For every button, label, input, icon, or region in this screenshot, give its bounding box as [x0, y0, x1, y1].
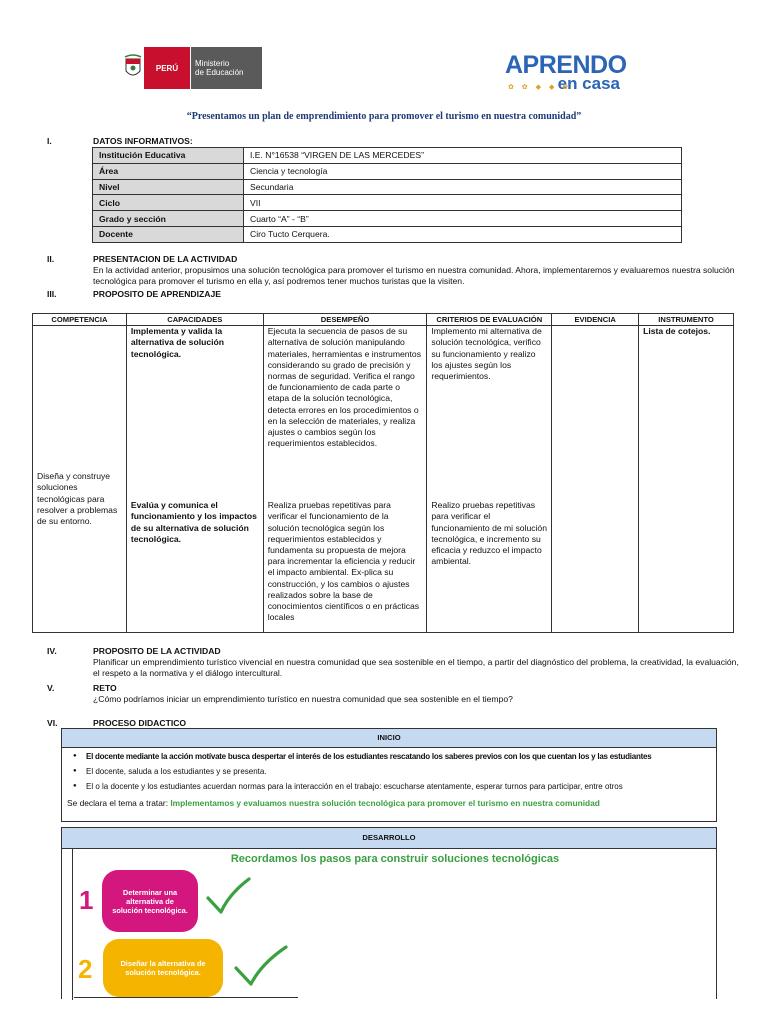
table-row [93, 148, 682, 164]
tema-text: Implementamos y evaluamos nuestra solución tecnológica para promover el turismo en nuestra comunidad [170, 798, 600, 808]
criterios-cell [427, 326, 552, 633]
capacidades-cell [126, 326, 263, 633]
en-casa-text: en casa [557, 74, 620, 93]
reto-text: ¿Cómo podríamos iniciar un emprendimiento turístico en nuestra comunidad que sea sostenible en el tiempo? [93, 694, 513, 704]
datos-value: VII [244, 195, 682, 211]
datos-label: Ciclo [93, 195, 244, 211]
datos-value: Ciro Tucto Cerquera. [244, 226, 682, 242]
desempeno-2: Realiza pruebas repetitivas para verificar el funcionamiento de la solución tecnológica según los requerimientos establecidos y fundamenta su propuesta de mejora para incrementar la eficiencia y reducir el impacto ambiental. Ex-plica su construcción, y los cambios o ajustes realizados sobre la base de conocimientos científicos o en prácticas locales [267, 500, 420, 623]
datos-label: Institución Educativa [93, 148, 244, 164]
list-item: ● El docente, saluda a los estudiantes y se presenta. [62, 764, 716, 779]
proposito-table [32, 313, 734, 633]
col-capacidades: CAPACIDADES [126, 314, 263, 326]
desarrollo-subtitle: Recordamos los pasos para construir soluciones tecnológicas [230, 853, 560, 865]
col-criterios: CRITERIOS DE EVALUACIÓN [427, 314, 552, 326]
capacidad-1: Implementa y valida la alternativa de solución tecnológica. [130, 326, 225, 359]
col-instrumento: INSTRUMENTO [639, 314, 734, 326]
datos-table [92, 147, 682, 243]
table-row [93, 179, 682, 195]
step-text-2: Diseñar la alternativa de solución tecnológica. [120, 959, 206, 977]
datos-value: Ciencia y tecnología [244, 163, 682, 179]
datos-heading: DATOS INFORMATIVOS: [93, 136, 193, 146]
col-desempeno: DESEMPEÑO [263, 314, 427, 326]
desempeno-1: Ejecuta la secuencia de pasos de su alternativa de solución manipulando materiales, herramientas e instrumentos considerando su grado de precisión y normas de seguridad. Verifica el rango de funcionamiento de cada parte o etapa de la solución tecnológica, detecta errores en los procedimientos o en la selección de materiales, y realiza ajustes o cambios según los requerimientos establecidos. [267, 326, 422, 449]
desarrollo-bottom-line [74, 997, 298, 998]
proceso-heading: PROCESO DIDACTICO [93, 718, 187, 728]
criterio-1: Implemento mi alternativa de solución tecnológica, verifico su funcionamiento y realizo los ajustes según los requerimientos. [431, 326, 542, 382]
datos-label: Grado y sección [93, 211, 244, 227]
actividad-text: Planificar un emprendimiento turístico vivencial en nuestra comunidad que sea sostenible en el tiempo, a partir del diagnóstico del problema, la creatividad, la evaluación, el respeto a la normativa y el diálogo intercultural. [93, 657, 739, 679]
aprendo-text: APRENDO [505, 51, 627, 79]
aprendo-dots: ✿ ✿ ◆ ◆ ✿ [508, 84, 572, 91]
inicio-box [61, 728, 717, 822]
section-numeral-1: I. [47, 136, 52, 146]
table-row [93, 163, 682, 179]
step-card-2 [103, 939, 223, 997]
check-icon [233, 944, 289, 990]
section-numeral-3: III. [47, 289, 57, 299]
datos-label: Área [93, 163, 244, 179]
table-row [33, 326, 734, 633]
datos-label: Docente [93, 226, 244, 242]
reto-heading: RETO [93, 683, 117, 693]
tema-prefix: Se declara el tema a tratar: [67, 798, 171, 808]
presentacion-text: En la actividad anterior, propusimos una solución tecnológica para promover el turismo en nuestra comunidad. Ahora, implementaremos y evaluaremos nuestra solución tecnológica para promover el turismo en ella y, así podremos tener muchos turistas que la visiten. [93, 265, 735, 287]
table-row [93, 211, 682, 227]
competencia-cell: Diseña y construye soluciones tecnológicas para resolver a problemas de su entorno. [33, 326, 127, 633]
proposito-heading: PROPOSITO DE APRENDIZAJE [93, 289, 221, 299]
list-item: ● El docente mediante la acción motívate busca despertar el interés de los estudiantes rescatando los saberes previos con los que cuentan los y las estudiantes [62, 749, 716, 764]
proposito-header-row [33, 314, 734, 326]
aprendo-en-casa-logo [505, 51, 627, 93]
tema-line [62, 796, 716, 810]
peru-label: PERÚ [144, 47, 190, 89]
inicio-title: INICIO [62, 729, 716, 748]
capacidad-2: Evalúa y comunica el funcionamiento y los impactos de su alternativa de solución tecnológica. [130, 500, 257, 544]
list-item: ● El o la docente y los estudiantes acuerdan normas para la interacción en el trabajo: escucharse atentamente, esperar turnos para participar, entre otros [62, 779, 716, 794]
step-number-2: 2 [78, 954, 93, 984]
ministry-label: Ministerio de Educación [190, 47, 262, 89]
table-row [93, 195, 682, 211]
desarrollo-title: DESARROLLO [62, 828, 716, 849]
datos-value: Cuarto “A” - “B” [244, 211, 682, 227]
coat-of-arms-icon [122, 47, 144, 89]
datos-value: Secundaria [244, 179, 682, 195]
criterio-2: Realizo pruebas repetitivas para verificar el funcionamiento de mi solución tecnológica, e incremento su eficacia y reduzco el impacto ambiental. [431, 500, 547, 567]
table-row [93, 226, 682, 242]
presentacion-heading: PRESENTACION DE LA ACTIVIDAD [93, 254, 238, 264]
datos-label: Nivel [93, 179, 244, 195]
evidencia-cell [552, 326, 639, 633]
step-text-1: Determinar una alternativa de solución tecnológica. [112, 887, 188, 915]
check-icon [205, 876, 251, 918]
instrumento-cell: Lista de cotejos. [639, 326, 734, 633]
document-title: “Presentamos un plan de emprendimiento para promover el turismo en nuestra comunidad” [186, 111, 582, 122]
datos-value: I.E. N°16538 “VIRGEN DE LAS MERCEDES” [244, 148, 682, 164]
desempeno-cell [263, 326, 427, 633]
step-card-1 [102, 870, 198, 932]
actividad-heading: PROPOSITO DE LA ACTIVIDAD [93, 646, 221, 656]
section-numeral-6: VI. [47, 718, 58, 728]
col-competencia: COMPETENCIA [33, 314, 127, 326]
section-numeral-4: IV. [47, 646, 57, 656]
section-numeral-5: V. [47, 683, 55, 693]
step-number-1: 1 [79, 885, 94, 915]
ministerio-logo [122, 47, 262, 89]
col-evidencia: EVIDENCIA [552, 314, 639, 326]
inicio-list [62, 749, 716, 794]
section-numeral-2: II. [47, 254, 55, 264]
